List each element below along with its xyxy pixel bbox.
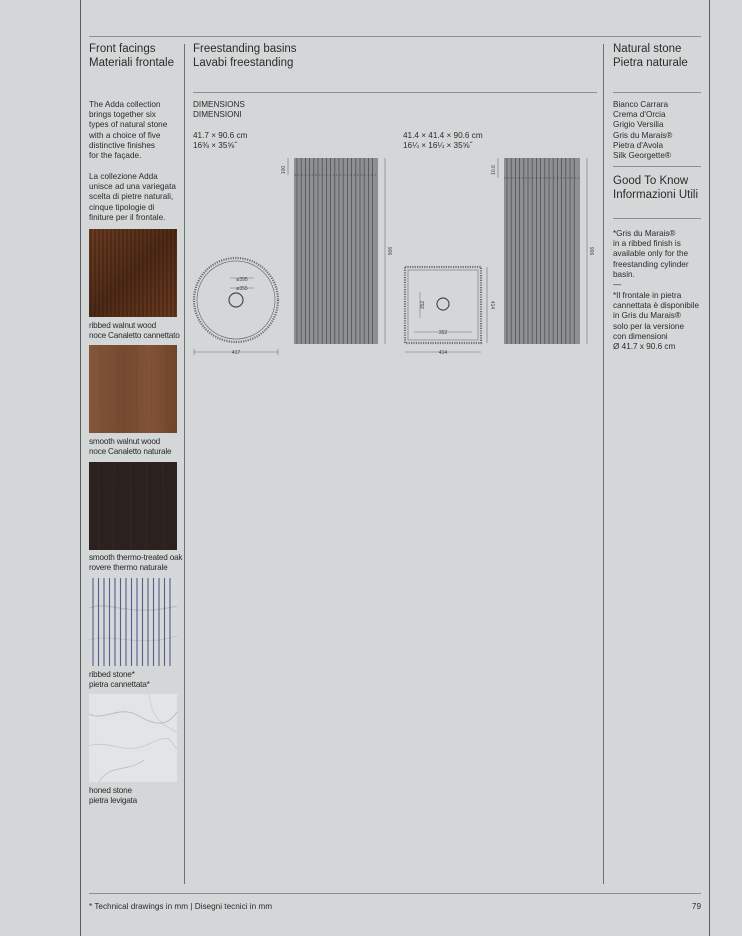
column-divider-right — [603, 44, 604, 884]
freestanding-basins-heading: Freestanding basins Lavabi freestanding — [193, 43, 297, 69]
page-left-rule — [80, 0, 81, 936]
swatch-smooth-walnut — [89, 345, 177, 433]
right-header-rule — [613, 92, 701, 93]
stones-rule — [613, 166, 701, 167]
square-plan-inner-height: 352 — [420, 300, 426, 310]
page-right-rule — [709, 0, 710, 936]
swatch-caption-ribbed-walnut: ribbed walnut wood noce Canaletto cannettato — [89, 321, 180, 341]
know-rule — [613, 218, 701, 219]
square-plan-width: 414 — [438, 350, 448, 356]
swatch-ribbed-walnut — [89, 229, 177, 317]
square-elev-height: 906 — [588, 246, 594, 256]
page-number: 79 — [691, 902, 701, 911]
dimensions-label: DIMENSIONS DIMENSIONI — [193, 100, 245, 120]
swatch-caption-honed-stone: honed stone pietra levigata — [89, 786, 137, 806]
note-dash: — — [613, 280, 622, 290]
note-it: *Il frontale in pietra cannettata è disponibile in Gris du Marais® solo per la versione con dimensioni Ø 41.7 x 90.6 cm — [613, 291, 700, 352]
round-elev-top: 100 — [281, 165, 287, 175]
square-basin-size: 41.4 × 41.4 × 90.6 cm 16¼ × 16¼ × 35⅝˝ — [403, 131, 483, 151]
swatch-thermo-oak — [89, 462, 177, 550]
top-rule — [89, 36, 701, 37]
square-plan-inner-width: 352 — [438, 330, 448, 336]
footer-rule — [89, 893, 701, 894]
note-en: *Gris du Marais® in a ribbed finish is available only for the freestanding cylinder basin. — — [613, 229, 689, 290]
column-divider-left — [184, 44, 185, 884]
swatch-caption-thermo-oak: smooth thermo-treated oak rovere thermo naturale — [89, 553, 183, 573]
stone-item: Grigio Versilia — [613, 120, 664, 130]
round-plan-inner-diameter: ø355 — [236, 286, 248, 292]
intro-text-it: La collezione Adda unisce ad una variegata scelta di pietre naturali, cinque tipologie di finiture per il frontale. — [89, 172, 176, 222]
swatch-ribbed-stone — [89, 578, 177, 666]
footer-note: * Technical drawings in mm | Disegni tecnici in mm — [89, 902, 273, 911]
round-basin-size: 41.7 × 90.6 cm 16⅜ × 35⅝˝ — [193, 131, 248, 151]
stone-item: Bianco Carrara — [613, 100, 669, 109]
natural-stone-heading: Natural stone Pietra naturale — [613, 43, 688, 69]
square-basin-elevation-drawing — [492, 155, 596, 347]
round-basin-plan-drawing — [190, 255, 282, 360]
good-to-know-heading: Good To Know Informazioni Utili — [613, 175, 698, 201]
round-plan-width: 417 — [231, 350, 241, 356]
swatch-caption-smooth-walnut: smooth walnut wood noce Canaletto naturale — [89, 437, 172, 457]
square-elev-top: 10.6 — [491, 165, 497, 175]
stone-item: Gris du Marais® — [613, 130, 673, 140]
middle-header-rule — [193, 92, 597, 93]
square-plan-depth: 414 — [489, 300, 495, 310]
round-elev-height: 906 — [386, 246, 392, 256]
stone-list — [613, 100, 672, 161]
round-basin-elevation-drawing — [282, 155, 392, 347]
stone-item: Crema d'Orcia — [613, 110, 666, 120]
swatch-honed-stone — [89, 694, 177, 782]
intro-text-en: The Adda collection brings together six types of natural stone with a choice of five distinctive finishes for the façade. — [89, 100, 168, 161]
round-plan-outer-diameter: ø395 — [236, 277, 248, 283]
swatch-caption-ribbed-stone: ribbed stone* pietra cannettata* — [89, 670, 150, 690]
square-basin-plan-drawing — [400, 262, 486, 356]
stone-item: Silk Georgette® — [613, 151, 671, 161]
front-facings-heading: Front facings Materiali frontale — [89, 43, 175, 69]
stone-item: Pietra d'Avola — [613, 140, 664, 150]
